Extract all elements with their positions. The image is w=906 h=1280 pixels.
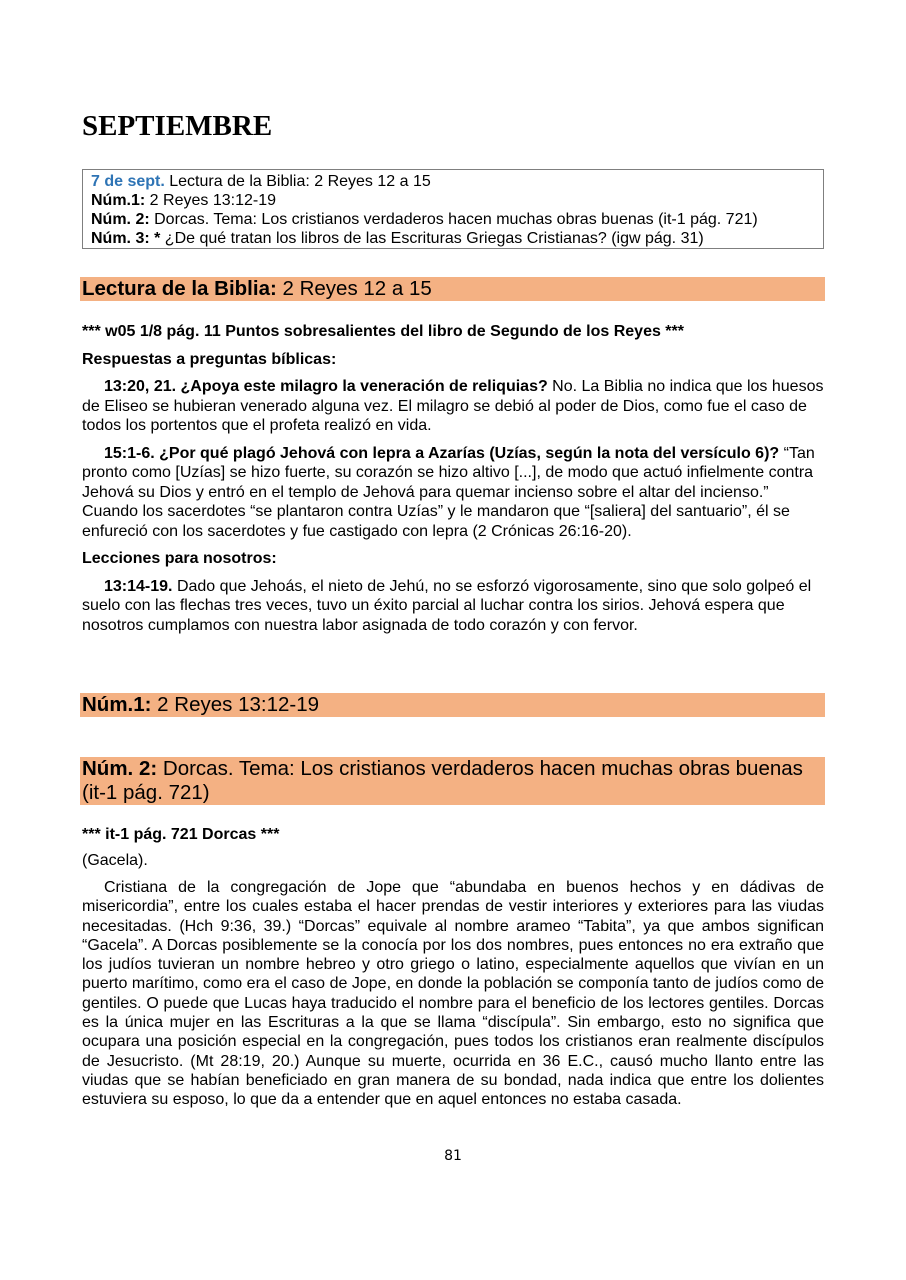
section-reading-text: 2 Reyes 12 a 15 — [276, 277, 432, 300]
schedule-num2-line — [91, 210, 823, 229]
schedule-num3-label: Núm. 3: * — [91, 230, 161, 247]
question-2-text: “Tan pronto como [Uzías] se hizo fuerte, su corazón se hizo altivo [...], de modo que actuó infielmente contra Jehová su Dios y entró en el templo de Jehová para quemar incienso sobre el altar del incienso.” Cuando los sacerdotes “se plantaron contra Uzías” y le mandaron que “[saliera] del santuario”, él se enfureció con los sacerdotes y fue castigado con lepra (2 Crónicas 26:16-20). — [82, 444, 815, 540]
section-heading-num1 — [80, 693, 825, 717]
reading-lesson-1 — [82, 577, 824, 636]
section-heading-num2 — [80, 757, 825, 805]
schedule-num3-line — [91, 229, 823, 248]
reading-question-1 — [82, 377, 824, 436]
reading-subheading-questions: Respuestas a preguntas bíblicas: — [82, 350, 337, 368]
question-2-ref: 15:1-6. ¿Por qué plagó Jehová con lepra a Azarías (Uzías, según la nota del versículo 6)? — [104, 444, 780, 462]
question-1-ref: 13:20, 21. ¿Apoya este milagro la veneración de reliquias? — [104, 378, 548, 395]
section-num2-text: Dorcas. Tema: Los cristianos verdaderos hacen muchas obras buenas (it-1 pág. 721) — [82, 757, 803, 804]
schedule-num2-label: Núm. 2: — [91, 211, 150, 228]
reading-content — [82, 322, 824, 635]
num2-source: *** it-1 pág. 721 Dorcas *** — [82, 826, 280, 843]
schedule-box — [82, 169, 824, 249]
schedule-date: 7 de sept. — [91, 173, 165, 190]
reading-question-2 — [82, 444, 824, 542]
schedule-num1-label: Núm.1: — [91, 192, 146, 209]
schedule-num2-text: Dorcas. Tema: Los cristianos verdaderos hacen muchas obras buenas (it-1 pág. 721) — [149, 211, 758, 228]
num2-body: Cristiana de la congregación de Jope que “abundaba en buenos hechos y en dádivas de misericordia”, entre los cuales estaba el hacer prendas de vestir interiores y exteriores para las viudas necesitadas. (Hch 9:36, 39.) “Dorcas” equivale al nombre arameo “Tabita”, ya que ambos significan “Gacela”. A Dorcas posiblemente se la conocía por los dos nombres, pues entonces no era extraño que los judíos tuvieran un nombre hebreo y otro griego o latino, especialmente aquellos que vivían en un puerto marítimo, como era el caso de Jope, en donde la población se componía tanto de judíos como de gentiles. O puede que Lucas haya traducido el nombre para el beneficio de los lectores gentiles. Dorcas es la única mujer en las Escrituras a la que se llama “discípula”. Sin embargo, esto no significa que ocupara una posición especial en la congregación, pues todos los cristianos eran realmente discípulos de Jesucristo. (Mt 28:19, 20.) Aunque su muerte, ocurrida en 36 E.C., causó mucho llanto entre las viudas que se habían beneficiado en gran manera de su bondad, nada indica que entre los dolientes estuviera su esposo, lo que da a entender que en aquel entonces no estaba casada. — [82, 879, 824, 1109]
page-number: 81 — [444, 1148, 462, 1164]
schedule-num1-line — [91, 191, 823, 210]
section-reading-label: Lectura de la Biblia: — [82, 277, 277, 300]
schedule-num3-text: ¿De qué tratan los libros de las Escrituras Griegas Cristianas? (igw pág. 31) — [160, 230, 704, 247]
schedule-num1-text: 2 Reyes 13:12-19 — [145, 192, 276, 209]
lesson-1-ref: 13:14-19. — [104, 577, 173, 595]
lesson-1-text: Dado que Jehoás, el nieto de Jehú, no se esforzó vigorosamente, sino que solo golpeó el suelo con las flechas tres veces, tuvo un éxito parcial al luchar contra los sirios. Jehová espera que nosotros cumplamos con nuestra labor asignada de todo corazón y con fervor. — [82, 577, 812, 634]
section-heading-reading — [80, 277, 825, 301]
question-1-text: No. La Biblia no indica que los huesos de Eliseo se hubieran venerado alguna vez. El milagro se debió al poder de Dios, como fue el caso de todos los portentos que el profeta realizó en vida. — [82, 378, 824, 434]
section-num1-text: 2 Reyes 13:12-19 — [151, 693, 320, 716]
reading-subheading-lessons: Lecciones para nosotros: — [82, 550, 277, 567]
month-title: SEPTIEMBRE — [82, 110, 273, 142]
reading-source: *** w05 1/8 pág. 11 Puntos sobresalientes del libro de Segundo de los Reyes *** — [82, 323, 684, 340]
num2-gloss: (Gacela). — [82, 851, 148, 869]
schedule-reading-line — [91, 172, 823, 191]
section-num2-label: Núm. 2: — [82, 757, 158, 780]
section-num1-label: Núm.1: — [82, 693, 152, 716]
num2-content — [82, 825, 824, 1110]
schedule-reading: Lectura de la Biblia: 2 Reyes 12 a 15 — [164, 173, 431, 190]
